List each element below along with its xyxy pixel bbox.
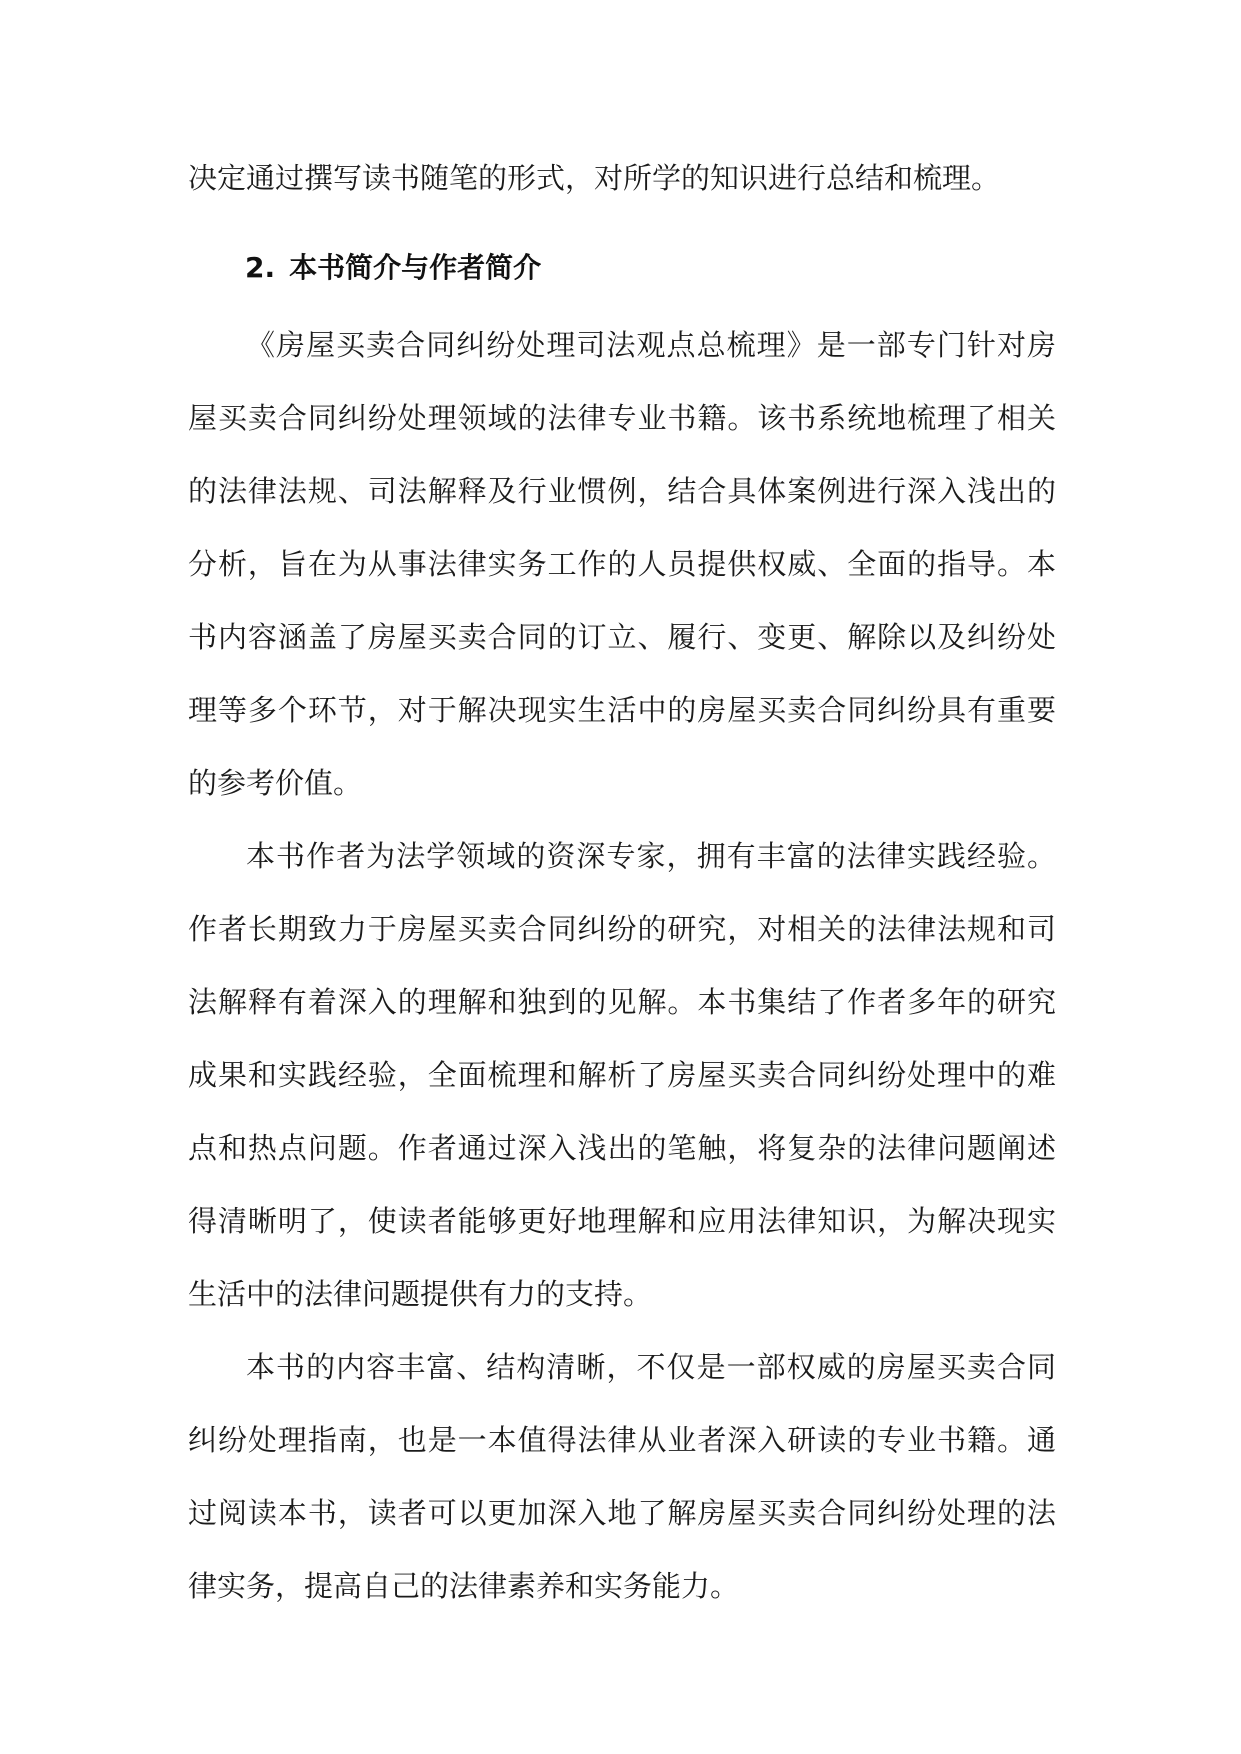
section-number: 2. <box>245 251 276 284</box>
paragraph-continuation: 决定通过撰写读书随笔的形式，对所学的知识进行总结和梳理。 <box>188 161 1001 195</box>
document-body <box>188 142 1056 1623</box>
paragraph-book-summary: 本书的内容丰富、结构清晰，不仅是一部权威的房屋买卖合同纠纷处理指南，也是一本值得法律从业者深入研读的专业书籍。通过阅读本书，读者可以更加深入地了解房屋买卖合同纠纷处理的法律实务，提高自己的法律素养和实务能力。 <box>188 1350 1056 1603</box>
section-title: 本书简介与作者简介 <box>289 251 542 284</box>
section-heading <box>188 227 1056 309</box>
paragraph-book-intro: 《房屋买卖合同纠纷处理司法观点总梳理》是一部专门针对房屋买卖合同纠纷处理领域的法律专业书籍。该书系统地梳理了相关的法律法规、司法解释及行业惯例，结合具体案例进行深入浅出的分析，旨在为从事法律实务工作的人员提供权威、全面的指导。本书内容涵盖了房屋买卖合同的订立、履行、变更、解除以及纠纷处理等多个环节，对于解决现实生活中的房屋买卖合同纠纷具有重要的参考价值。 <box>188 328 1056 800</box>
paragraph-author-intro: 本书作者为法学领域的资深专家，拥有丰富的法律实践经验。作者长期致力于房屋买卖合同纠纷的研究，对相关的法律法规和司法解释有着深入的理解和独到的见解。本书集结了作者多年的研究成果和实践经验，全面梳理和解析了房屋买卖合同纠纷处理中的难点和热点问题。作者通过深入浅出的笔触，将复杂的法律问题阐述得清晰明了，使读者能够更好地理解和应用法律知识，为解决现实生活中的法律问题提供有力的支持。 <box>188 839 1056 1311</box>
